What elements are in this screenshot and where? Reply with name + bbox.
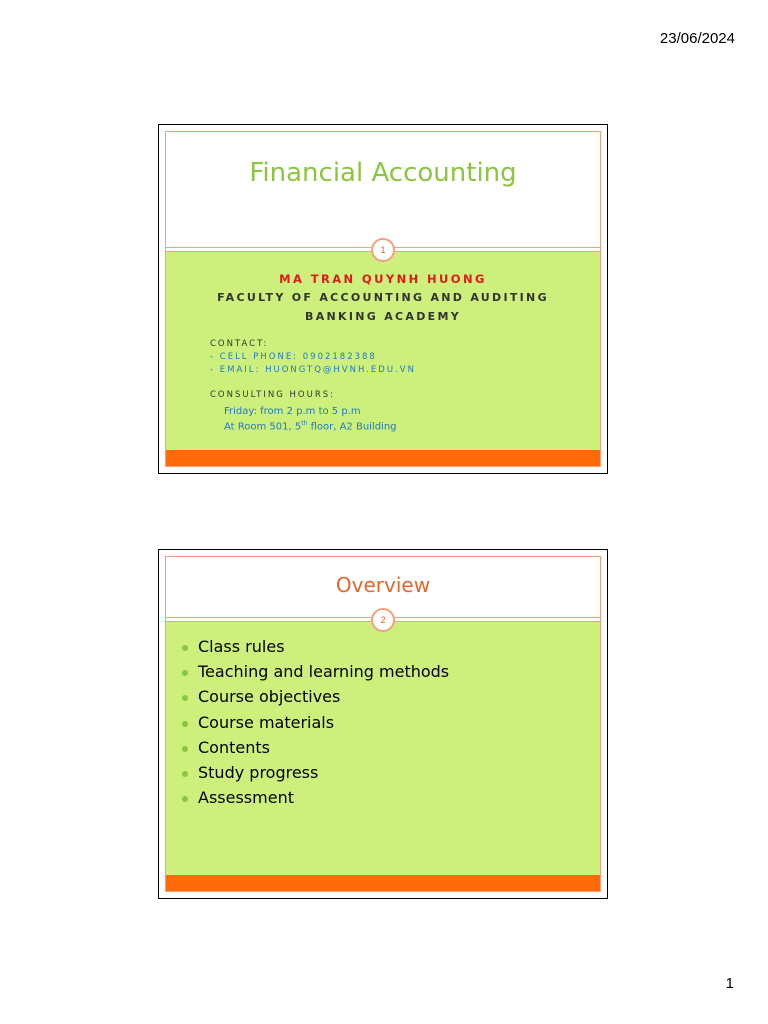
faculty-name: FACULTY OF ACCOUNTING AND AUDITING <box>217 291 549 304</box>
list-item-text: Study progress <box>198 762 319 782</box>
location-ordinal: th <box>301 420 308 427</box>
page-number: 1 <box>725 975 734 992</box>
consulting-hours-label: CONSULTING HOURS: <box>210 390 335 400</box>
bullet-icon <box>182 670 188 676</box>
slide-2 <box>158 549 608 899</box>
slide-2-footer-bar <box>166 875 600 891</box>
list-item <box>178 637 449 662</box>
bullet-icon <box>182 695 188 701</box>
list-item <box>178 713 449 738</box>
list-item-text: Contents <box>198 737 270 757</box>
slide-1-number-badge: 1 <box>371 238 395 262</box>
list-item-text: Teaching and learning methods <box>198 662 450 682</box>
consulting-hours-time: Friday: from 2 p.m to 5 p.m <box>224 406 361 417</box>
consulting-hours-location <box>224 420 397 432</box>
slide-1-frame <box>165 131 601 467</box>
location-building: floor, A2 Building <box>307 421 397 433</box>
bullet-icon <box>182 771 188 777</box>
slide-2-title: Overview <box>335 573 431 597</box>
academy-name: BANKING ACADEMY <box>305 310 461 323</box>
list-item <box>178 662 449 687</box>
page-date: 23/06/2024 <box>659 30 735 47</box>
contact-phone: - CELL PHONE: 0902182388 <box>210 352 377 362</box>
list-item <box>178 687 449 712</box>
slide-1-footer-bar <box>166 450 600 466</box>
list-item-text: Course materials <box>198 712 335 732</box>
contact-label: CONTACT: <box>210 339 269 349</box>
list-item-text: Course objectives <box>198 687 341 707</box>
slide-2-number-badge: 2 <box>371 608 395 632</box>
bullet-icon <box>182 721 188 727</box>
list-item <box>178 763 449 788</box>
slide-1 <box>158 124 608 474</box>
bullet-icon <box>182 645 188 651</box>
list-item <box>178 738 449 763</box>
location-room: At Room 501, 5 <box>224 421 302 433</box>
author-name: MA TRAN QUYNH HUONG <box>279 272 487 286</box>
slide-1-title-area <box>166 132 600 247</box>
list-item-text: Class rules <box>198 637 285 656</box>
slide-1-title: Financial Accounting <box>249 158 517 188</box>
overview-list <box>178 637 449 813</box>
contact-email: - EMAIL: HUONGTQ@HVNH.EDU.VN <box>210 365 416 375</box>
bullet-icon <box>182 746 188 752</box>
list-item-text: Assessment <box>198 788 294 808</box>
slide-2-frame <box>165 556 601 892</box>
list-item <box>178 788 449 813</box>
bullet-icon <box>182 796 188 802</box>
